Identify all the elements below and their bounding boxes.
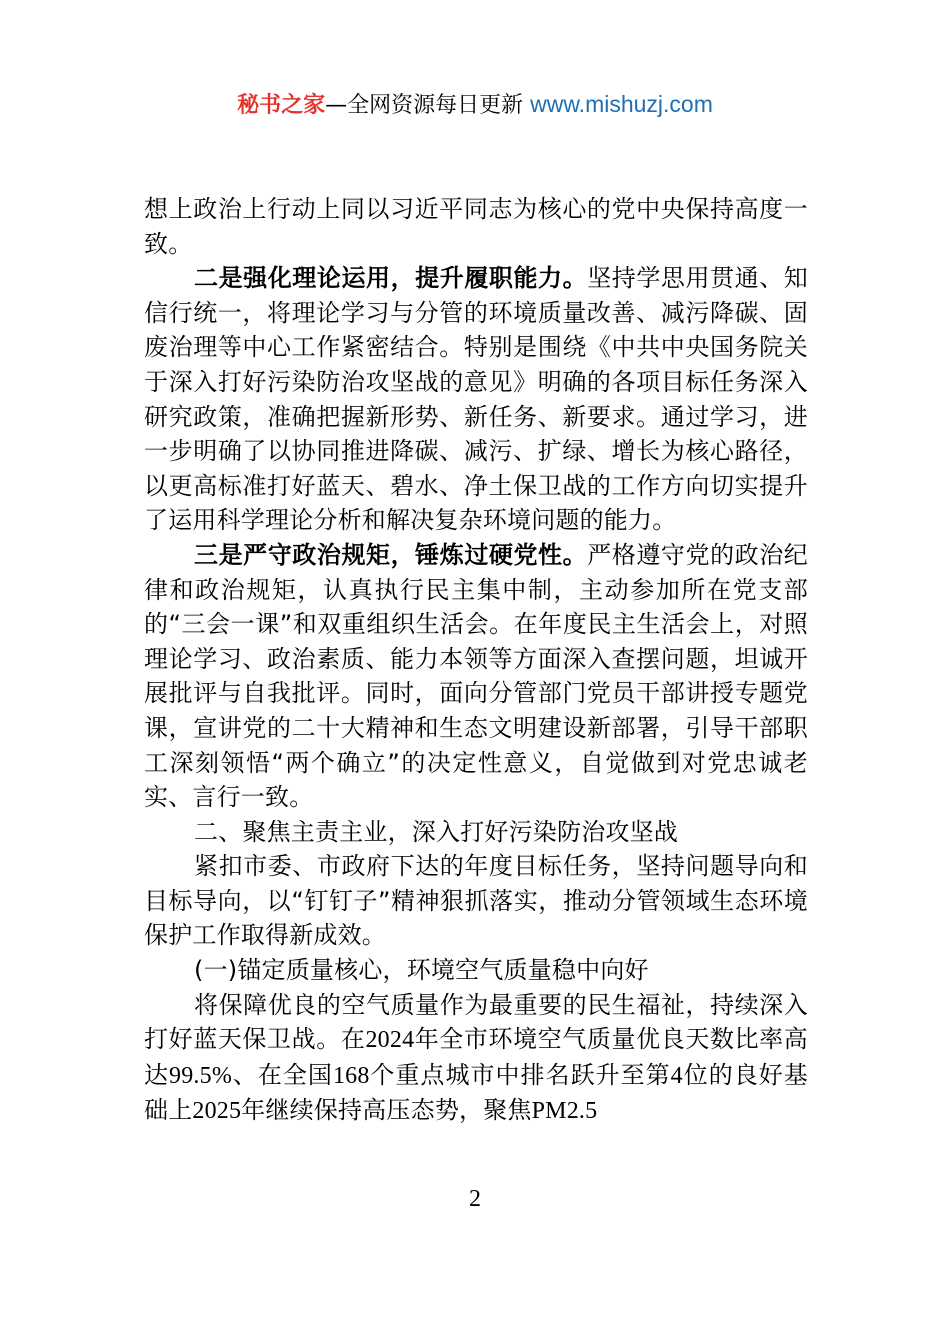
text-run: 年继续保持高压态势，聚焦 <box>241 1096 532 1125</box>
header-slogan: —全网资源每日更新 <box>325 93 531 118</box>
number-run: 99.5% <box>169 1062 233 1089</box>
subsection-heading-1: (一)锚定质量核心，环境空气质量稳中向好 <box>194 956 649 985</box>
text-run: 位的良好基础上 <box>144 1060 808 1125</box>
number-run: 2025 <box>192 1098 242 1125</box>
paragraph-3-heading: 三是严守政治规矩，锤炼过硬党性。 <box>194 540 588 569</box>
number-run: PM2.5 <box>531 1098 598 1125</box>
paragraph-7 <box>144 988 808 1129</box>
text-run: 个重点城市中排名跃升至第 <box>369 1060 671 1089</box>
paragraph-5: 紧扣市委、市政府下达的年度目标任务，坚持问题导向和目标导向，以“钉钉子”精神狠抓落实，推动分管领域生态环境保护工作取得新成效。 <box>144 852 808 950</box>
page-number: 2 <box>469 1186 481 1212</box>
paragraph-3 <box>144 538 808 815</box>
text-run: 将保障优良的空气质量作为最重要的民生福祉，持续深入打好蓝天保卫战。在 <box>144 990 808 1054</box>
paragraph-2 <box>144 261 808 538</box>
paragraph-3-text: 严格遵守党的政治纪律和政治规矩，认真执行民主集中制，主动参加所在党支部的“三会一课”和双重组织生活会。在年度民主生活会上，对照理论学习、政治素质、能力本领等方面深入查摆问题，坦诚开展批评与自我批评。同时，面向分管部门党员干部讲授专题党课，宣讲党的二十大精神和生态文明建设新部署，引导干部职工深刻领悟“两个确立”的决定性意义，自觉做到对党忠诚老实、言行一致。 <box>144 540 808 812</box>
site-header <box>0 88 950 122</box>
number-run: 2024 <box>365 1027 415 1054</box>
section-heading-2: 二、聚焦主责主业，深入打好污染防治攻坚战 <box>194 817 678 846</box>
document-body <box>144 192 808 1129</box>
paragraph-1: 想上政治上行动上同以习近平同志为核心的党中央保持高度一致。 <box>144 195 808 258</box>
text-run: 、在全国 <box>232 1060 333 1089</box>
paragraph-2-text: 坚持学思用贯通、知信行统一，将理论学习与分管的环境质量改善、减污降碳、固废治理等中心工作紧密结合。特别是围绕《中共中央国务院关于深入打好污染防治攻坚战的意见》明确的各项目标任务深入研究政策，准确把握新形势、新任务、新要求。通过学习，进一步明确了以协同推进降碳、减污、扩绿、增长为核心路径，以更高标准打好蓝天、碧水、净土保卫战的工作方向切实提升了运用科学理论分析和解决复杂环境问题的能力。 <box>144 264 808 535</box>
number-run: 168 <box>332 1062 370 1089</box>
site-url-link[interactable]: www.mishuzj.com <box>530 91 713 117</box>
brand-name: 秘书之家 <box>237 93 326 118</box>
number-run: 4 <box>670 1062 683 1089</box>
paragraph-2-heading: 二是强化理论运用，提升履职能力。 <box>194 264 588 293</box>
text-run: 年全市环境空气质量优良天数比率高达 <box>144 1025 808 1089</box>
